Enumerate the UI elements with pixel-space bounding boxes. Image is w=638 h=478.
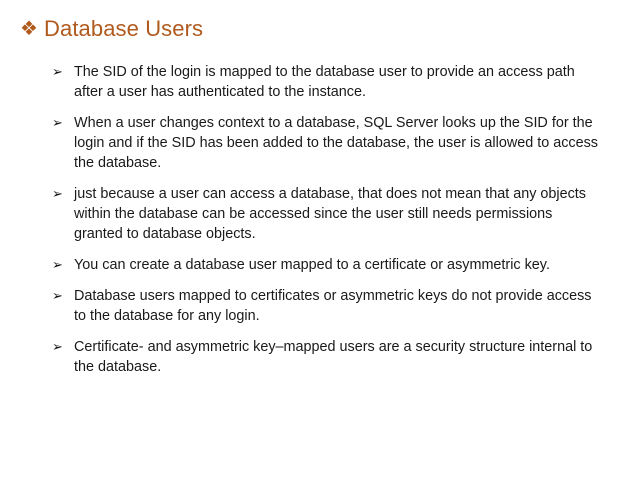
bullet-text: just because a user can access a database, that does not mean that any objects within the database can be accessed since the user still needs permissions granted to database objects. <box>74 186 586 242</box>
arrowhead-icon: ➢ <box>52 115 63 130</box>
bullet-text: You can create a database user mapped to a certificate or asymmetric key. <box>74 257 550 273</box>
bullet-text: When a user changes context to a database, SQL Server looks up the SID for the login and if the SID has been added to the database, the user is allowed to access the database. <box>74 115 599 171</box>
bullet-list <box>52 62 604 388</box>
arrowhead-icon: ➢ <box>52 257 63 272</box>
bullet-item <box>52 113 604 173</box>
bullet-item <box>52 255 604 275</box>
bullet-text: Database users mapped to certificates or asymmetric keys do not provide access to the database for any login. <box>74 288 592 324</box>
arrowhead-icon: ➢ <box>52 339 63 354</box>
bullet-item <box>52 184 604 244</box>
arrowhead-icon: ➢ <box>52 288 63 303</box>
bullet-item <box>52 286 604 326</box>
slide-title: Database Users <box>44 16 204 41</box>
diamond-cluster-icon: ❖ <box>20 18 38 40</box>
bullet-item <box>52 62 604 102</box>
bullet-text: The SID of the login is mapped to the database user to provide an access path after a user has authenticated to the instance. <box>74 64 575 100</box>
bullet-item <box>52 337 604 377</box>
arrowhead-icon: ➢ <box>52 64 63 79</box>
bullet-text: Certificate- and asymmetric key–mapped users are a security structure internal to the database. <box>74 339 593 375</box>
arrowhead-icon: ➢ <box>52 186 63 201</box>
slide-title-row <box>20 14 203 44</box>
